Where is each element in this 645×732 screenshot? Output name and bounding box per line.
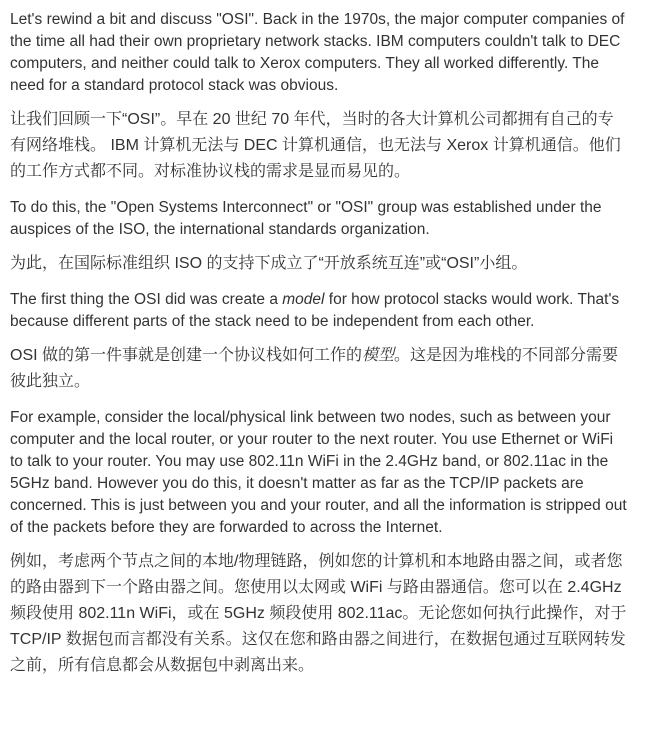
bilingual-group-osi-history: [10, 9, 628, 185]
paragraph-english-osi-history: Let's rewind a bit and discuss "OSI". Back in the 1970s, the major computer companies of the time all had their own proprietary network stacks. IBM computers couldn't talk to DEC computers, and neither could talk to Xerox computers. They all worked differently. The need for a standard protocol stack was obvious.: [10, 11, 625, 94]
paragraph-chinese-osi-history: 让我们回顾一下“OSI”。早在 20 世纪 70 年代，当时的各大计算机公司都拥有自己的专有网络堆栈。 IBM 计算机无法与 DEC 计算机通信，也无法与 Xerox 计算机通信。他们的工作方式都不同。对标准协议栈的需求是显而易见的。: [10, 111, 621, 180]
italic-term-model: model: [282, 291, 325, 308]
text-segment: 。这是因为堆栈的不同部分需要彼此独立。: [10, 347, 619, 390]
italic-term-model-zh: 模型: [362, 347, 395, 364]
bilingual-group-link-example: [10, 407, 628, 679]
bilingual-group-osi-founding: [10, 197, 628, 277]
text-segment: OSI 做的第一件事就是创建一个协议栈如何工作的: [10, 347, 363, 364]
paragraph-chinese-link-example: 例如，考虑两个节点之间的本地/物理链路，例如您的计算机和本地路由器之间，或者您的路由器到下一个路由器之间。您使用以太网或 WiFi 与路由器通信。您可以在 2.4GHz 频段使用 802.11n WiFi，或在 5GHz 频段使用 802.11ac。无论您如何执行此操作，对于 TCP/IP 数据包而言都没有关系。这仅在您和路由器之间进行，在数据包通过互联网转发之前，所有信息都会从数据包中剥离出来。: [10, 553, 627, 674]
paragraph-english-link-example: For example, consider the local/physical link between two nodes, such as between your computer and the local router, or your router to the next router. You use Ethernet or WiFi to talk to your router. You may use 802.11n WiFi in the 2.4GHz band, or 802.11ac in the 5GHz band. However you do this, it doesn't matter as far as the TCP/IP packets are concerned. This is just between you and your router, and all the information is stripped out of the packets before they are forwarded to across the Internet.: [10, 409, 627, 536]
paragraph-chinese-osi-founding: 为此，在国际标准组织 ISO 的支持下成立了“开放系统互连”或“OSI”小组。: [10, 255, 528, 272]
text-segment: The first thing the OSI did was create a: [10, 291, 283, 308]
text-segment: for how protocol stacks would work. That's because different parts of the stack need to be independent from each other.: [10, 291, 620, 330]
paragraph-english-osi-model: [10, 289, 628, 333]
bilingual-group-osi-model: [10, 289, 628, 395]
paragraph-english-osi-founding: To do this, the "Open Systems Interconnect" or "OSI" group was established under the auspices of the ISO, the international standards organization.: [10, 199, 602, 238]
paragraph-chinese-osi-model: [10, 343, 628, 395]
